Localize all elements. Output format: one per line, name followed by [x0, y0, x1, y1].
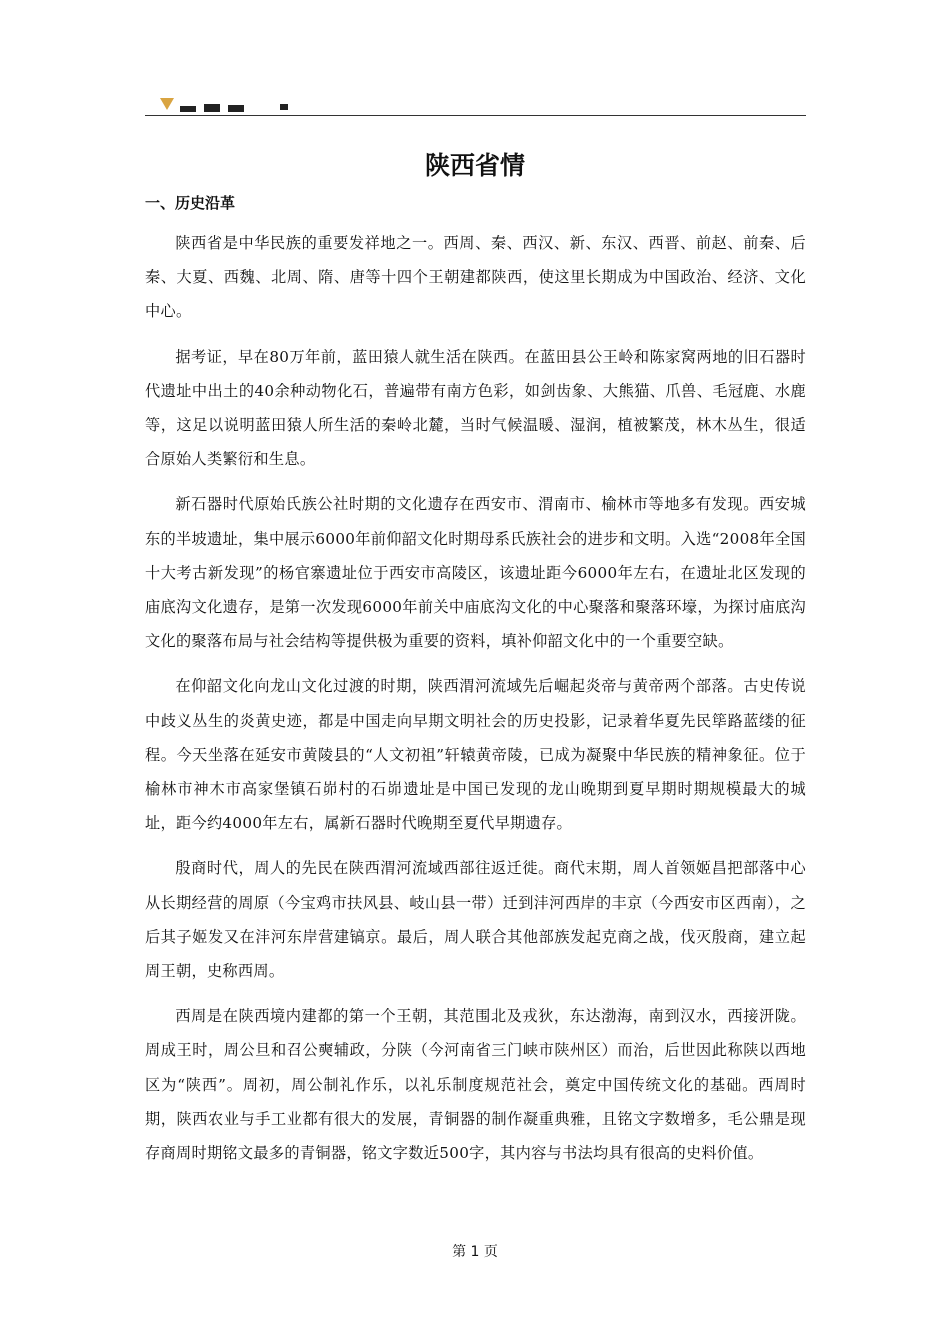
diamond-logo-icon	[160, 98, 174, 110]
document-body	[145, 226, 806, 1181]
section-heading: 一、历史沿革	[145, 194, 236, 212]
paragraph: 陕西省是中华民族的重要发祥地之一。西周、秦、西汉、新、东汉、西晋、前赵、前秦、后秦、大夏、西魏、北周、隋、唐等十四个王朝建都陕西，使这里长期成为中国政治、经济、文化中心。	[145, 234, 806, 321]
paragraph: 新石器时代原始氏族公社时期的文化遗存在西安市、渭南市、榆林市等地多有发现。西安城东的半坡遗址，集中展示6000年前仰韶文化时期母系氏族社会的进步和文明。入选“2008年全国十大考古新发现”的杨官寨遗址位于西安市高陵区，该遗址距今6000年左右，在遗址北区发现的庙底沟文化遗存，是第一次发现6000年前关中庙底沟文化的中心聚落和聚落环壕，为探讨庙底沟文化的聚落布局与社会结构等提供极为重要的资料，填补仰韶文化中的一个重要空缺。	[145, 495, 806, 651]
header-logo-mark	[180, 104, 300, 114]
paragraph: 西周是在陕西境内建都的第一个王朝，其范围北及戎狄，东达渤海，南到汉水，西接汧陇。周成王时，周公旦和召公奭辅政，分陕（今河南省三门峡市陕州区）而治，后世因此称陕以西地区为“陕西”。周初，周公制礼作乐，以礼乐制度规范社会，奠定中国传统文化的基础。西周时期，陕西农业与手工业都有很大的发展，青铜器的制作凝重典雅，且铭文字数增多，毛公鼎是现存商周时期铭文最多的青铜器，铭文字数近500字，其内容与书法均具有很高的史料价值。	[145, 1007, 806, 1163]
paragraph: 在仰韶文化向龙山文化过渡的时期，陕西渭河流域先后崛起炎帝与黄帝两个部落。古史传说中歧义丛生的炎黄史迹，都是中国走向早期文明社会的历史投影，记录着华夏先民筚路蓝缕的征程。今天坐落在延安市黄陵县的“人文初祖”轩辕黄帝陵，已成为凝聚中华民族的精神象征。位于榆林市神木市高家堡镇石峁村的石峁遗址是中国已发现的龙山晚期到夏早期时期规模最大的城址，距今约4000年左右，属新石器时代晚期至夏代早期遗存。	[145, 677, 806, 833]
paragraph: 殷商时代，周人的先民在陕西渭河流域西部往返迁徙。商代末期，周人首领姬昌把部落中心从长期经营的周原（今宝鸡市扶风县、岐山县一带）迁到沣河西岸的丰京（今西安市区西南），之后其子姬发又在沣河东岸营建镐京。最后，周人联合其他部族发起克商之战，伐灭殷商，建立起周王朝，史称西周。	[145, 859, 806, 981]
page-number: 第 1 页	[452, 1244, 498, 1260]
paragraph: 据考证，早在80万年前，蓝田猿人就生活在陕西。在蓝田县公王岭和陈家窝两地的旧石器时代遗址中出土的40余种动物化石，普遍带有南方色彩，如剑齿象、大熊猫、爪兽、毛冠鹿、水鹿等，这足以说明蓝田猿人所生活的秦岭北麓，当时气候温暖、湿润，植被繁茂，林木丛生，很适合原始人类繁衍和生息。	[145, 347, 806, 469]
document-title: 陕西省情	[424, 151, 525, 180]
header-divider	[145, 115, 806, 116]
